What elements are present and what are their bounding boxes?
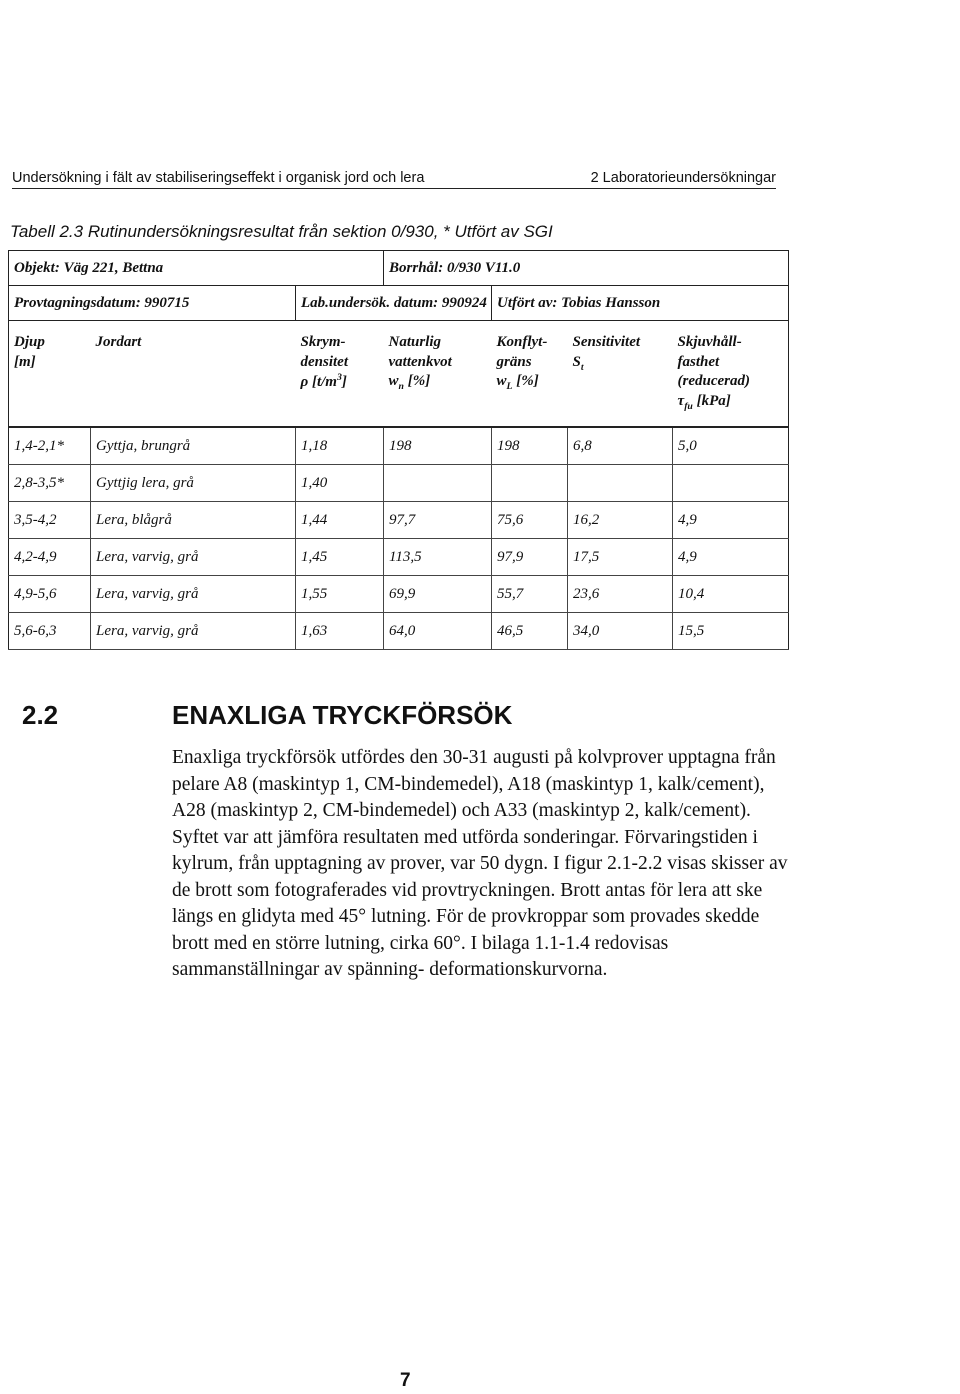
cell-liquid: 46,5 <box>492 613 568 650</box>
cell-strength <box>673 465 789 502</box>
cell-depth: 5,6-6,3 <box>9 613 91 650</box>
cell-liquid <box>492 465 568 502</box>
header-water-line1: Naturlig <box>388 334 442 350</box>
header-strength-line3: (reducerad) <box>677 373 750 389</box>
header-water-symbol: w <box>388 373 399 389</box>
cell-water: 113,5 <box>384 539 492 576</box>
cell-density: 1,18 <box>296 427 384 465</box>
header-depth <box>9 321 91 428</box>
results-table <box>8 250 789 650</box>
table-row <box>9 465 789 502</box>
cell-liquid: 55,7 <box>492 576 568 613</box>
header-water <box>384 321 492 428</box>
header-liquid-sub: L <box>506 381 513 392</box>
cell-strength: 5,0 <box>673 427 789 465</box>
header-strength-symbol: τ <box>677 392 685 409</box>
cell-strength: 4,9 <box>673 539 789 576</box>
cell-water: 64,0 <box>384 613 492 650</box>
cell-soil: Gyttja, brungrå <box>91 427 296 465</box>
cell-liquid: 97,9 <box>492 539 568 576</box>
table-row <box>9 427 789 465</box>
cell-strength: 15,5 <box>673 613 789 650</box>
header-liquid-unit: [%] <box>512 373 539 389</box>
cell-water: 97,7 <box>384 502 492 539</box>
cell-density: 1,63 <box>296 613 384 650</box>
header-sensitivity <box>568 321 673 428</box>
cell-sensitivity <box>568 465 673 502</box>
lab-date-cell: Lab.undersök. datum: 990924 <box>296 286 492 321</box>
header-water-sub: n <box>398 381 404 392</box>
cell-water: 69,9 <box>384 576 492 613</box>
cell-depth: 2,8-3,5* <box>9 465 91 502</box>
table-header-row <box>9 321 789 428</box>
header-density-line1: Skrym- <box>300 334 346 350</box>
header-density-close: ] <box>341 374 347 390</box>
header-water-unit: [%] <box>403 373 431 389</box>
cell-density: 1,45 <box>296 539 384 576</box>
header-depth-line2: [m] <box>14 353 36 370</box>
header-depth-line1: Djup <box>14 334 45 350</box>
section-paragraph: Enaxliga tryckförsök utfördes den 30-31 augusti på kolvprover upptagna från pelare A8 (maskintyp 1, CM-bindemedel), A18 (maskintyp 1, kalk/cement), A28 (maskintyp 2, CM-bindemedel) och A33 (maskintyp 2, kalk/cement). Syftet var att jämföra resultaten med utförda sonderingar. Förvaringstiden i kylrum, från upptagning av prover, var 50 dygn. I figur 2.1-2.2 visas skisser av de brott som fotograferades vid provtryckningen. Brott antas för lera att ske längs en glidyta med 45° lutning. För de provkroppar som provades skedde brott med en större lutning, cirka 60°. I bilaga 1.1-1.4 redovisas sammanställningar av spänning- deformationskurvorna. <box>172 747 788 980</box>
table-row <box>9 502 789 539</box>
cell-soil: Lera, varvig, grå <box>91 613 296 650</box>
header-strength-unit: [kPa] <box>692 392 731 409</box>
object-cell: Objekt: Väg 221, Bettna <box>9 251 384 286</box>
cell-density: 1,44 <box>296 502 384 539</box>
header-density-sup: 3 <box>336 372 342 383</box>
table-meta-row-2 <box>9 286 789 321</box>
cell-sensitivity: 34,0 <box>568 613 673 650</box>
cell-depth: 4,9-5,6 <box>9 576 91 613</box>
table-meta-row-1 <box>9 251 789 286</box>
performed-by-cell: Utfört av: Tobias Hansson <box>492 286 789 321</box>
page-number: 7 <box>400 1370 411 1391</box>
section-number: 2.2 <box>22 700 59 730</box>
cell-density: 1,55 <box>296 576 384 613</box>
cell-soil: Lera, varvig, grå <box>91 576 296 613</box>
cell-soil: Lera, blågrå <box>91 502 296 539</box>
running-header-left: Undersökning i fält av stabiliseringseffekt i organisk jord och lera <box>12 170 425 186</box>
header-liquid-line1: Konflyt- <box>496 334 548 350</box>
cell-depth: 3,5-4,2 <box>9 502 91 539</box>
cell-sensitivity: 6,8 <box>568 427 673 465</box>
header-strength <box>673 321 789 428</box>
cell-sensitivity: 16,2 <box>568 502 673 539</box>
cell-depth: 4,2-4,9 <box>9 539 91 576</box>
header-density-line2: densitet <box>300 353 348 370</box>
header-strength-line2: fasthet <box>677 353 720 370</box>
cell-water: 198 <box>384 427 492 465</box>
header-sensitivity-line1: Sensitivitet <box>572 334 641 350</box>
header-liquid-symbol: w <box>496 373 507 389</box>
header-water-line2: vattenkvot <box>388 353 452 370</box>
cell-density: 1,40 <box>296 465 384 502</box>
running-header-right: 2 Laboratorieundersökningar <box>590 170 776 186</box>
section-title: ENAXLIGA TRYCKFÖRSÖK <box>172 700 513 730</box>
header-liquid-line2: gräns <box>496 353 532 370</box>
cell-liquid: 198 <box>492 427 568 465</box>
cell-sensitivity: 23,6 <box>568 576 673 613</box>
header-density-symbol: ρ [t/m <box>300 374 337 390</box>
cell-water <box>384 465 492 502</box>
sampling-date-cell: Provtagningsdatum: 990715 <box>9 286 296 321</box>
cell-sensitivity: 17,5 <box>568 539 673 576</box>
cell-depth: 1,4-2,1* <box>9 427 91 465</box>
cell-strength: 10,4 <box>673 576 789 613</box>
header-liquid-limit <box>492 321 568 428</box>
table-caption: Tabell 2.3 Rutinundersökningsresultat från sektion 0/930, * Utfört av SGI <box>10 222 553 241</box>
table-row <box>9 576 789 613</box>
table-row <box>9 539 789 576</box>
header-soil: Jordart <box>91 321 296 428</box>
header-density <box>296 321 384 428</box>
cell-soil: Gyttjig lera, grå <box>91 465 296 502</box>
cell-soil: Lera, varvig, grå <box>91 539 296 576</box>
borehole-cell: Borrhål: 0/930 V11.0 <box>384 251 789 286</box>
header-strength-line1: Skjuvhåll- <box>677 334 742 350</box>
running-header <box>12 170 776 189</box>
header-sensitivity-symbol: S <box>572 353 581 370</box>
cell-strength: 4,9 <box>673 502 789 539</box>
header-sensitivity-sub: t <box>580 361 584 373</box>
cell-liquid: 75,6 <box>492 502 568 539</box>
table-row <box>9 613 789 650</box>
header-strength-sub: fu <box>684 400 693 412</box>
